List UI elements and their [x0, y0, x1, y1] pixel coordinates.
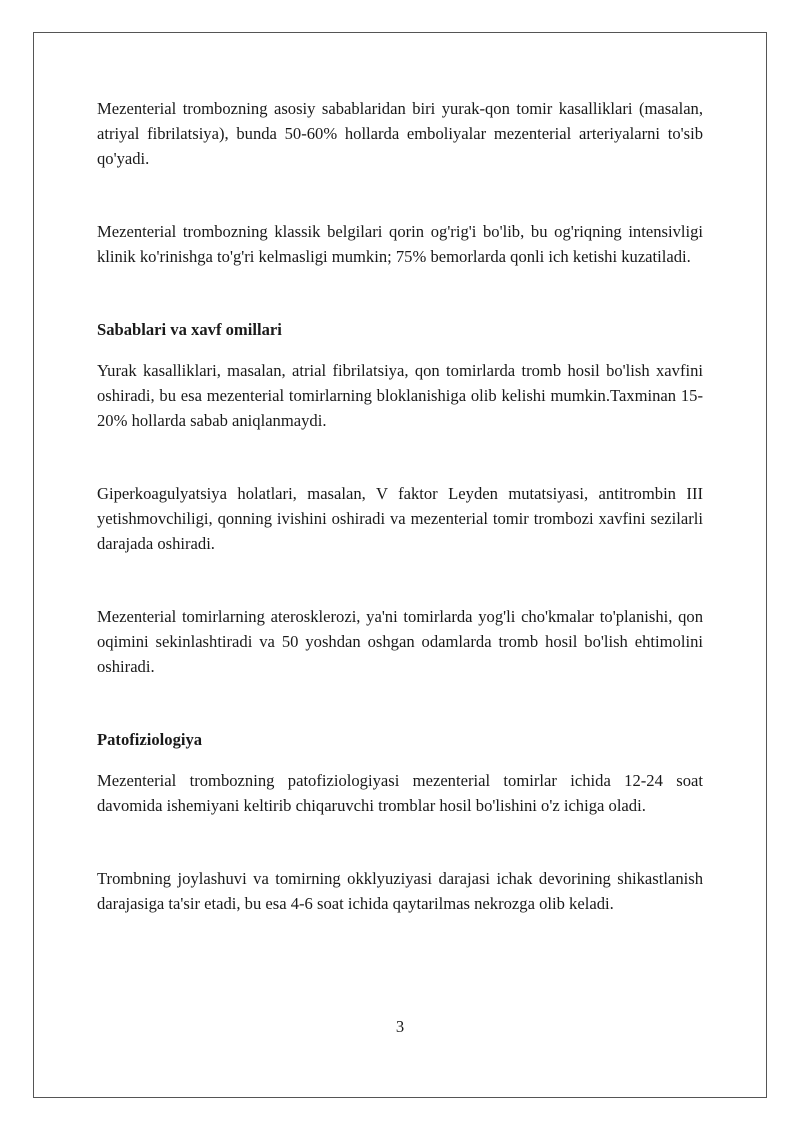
document-body [97, 96, 703, 916]
paragraph: Mezenterial trombozning patofiziologiyasi mezenterial tomirlar ichida 12-24 soat davomida ishemiyani keltirib chiqaruvchi tromblar hosil bo'lishini o'z ichiga oladi. [97, 771, 703, 815]
paragraph: Giperkoagulyatsiya holatlari, masalan, V faktor Leyden mutatsiyasi, antitrombin III yetishmovchiligi, qonning ivishini oshiradi va mezenterial tomir trombozi xavfini sezilarli darajada oshiradi. [97, 484, 703, 553]
section-heading-causes: Sabablari va xavf omillari [97, 320, 282, 339]
paragraph: Mezenterial trombozning asosiy sabablaridan biri yurak-qon tomir kasalliklari (masalan, atriyal fibrilatsiya), bunda 50-60% hollarda emboliyalar mezenterial arteriyalarni to'sib qo'yadi. [97, 99, 703, 168]
paragraph: Mezenterial tomirlarning aterosklerozi, ya'ni tomirlarda yog'li cho'kmalar to'planishi, qon oqimini sekinlashtiradi va 50 yoshdan oshgan odamlarda tromb hosil bo'lish ehtimolini oshiradi. [97, 607, 703, 676]
paragraph: Trombning joylashuvi va tomirning okklyuziyasi darajasi ichak devorining shikastlanish darajasiga ta'sir etadi, bu esa 4-6 soat ichida qaytarilmas nekrozga olib keladi. [97, 869, 703, 913]
page-number: 3 [395, 1017, 405, 1036]
paragraph: Yurak kasalliklari, masalan, atrial fibrilatsiya, qon tomirlarda tromb hosil bo'lish xavfini oshiradi, bu esa mezenterial tomirlarning bloklanishiga olib kelishi mumkin.Taxminan 15-20% hollarda sabab aniqlanmaydi. [97, 361, 703, 430]
section-heading-pathophysiology: Patofiziologiya [97, 730, 203, 749]
paragraph: Mezenterial trombozning klassik belgilari qorin og'rig'i bo'lib, bu og'riqning intensivligi klinik ko'rinishga to'g'ri kelmasligi mumkin; 75% bemorlarda qonli ich ketishi kuzatiladi. [97, 222, 703, 266]
